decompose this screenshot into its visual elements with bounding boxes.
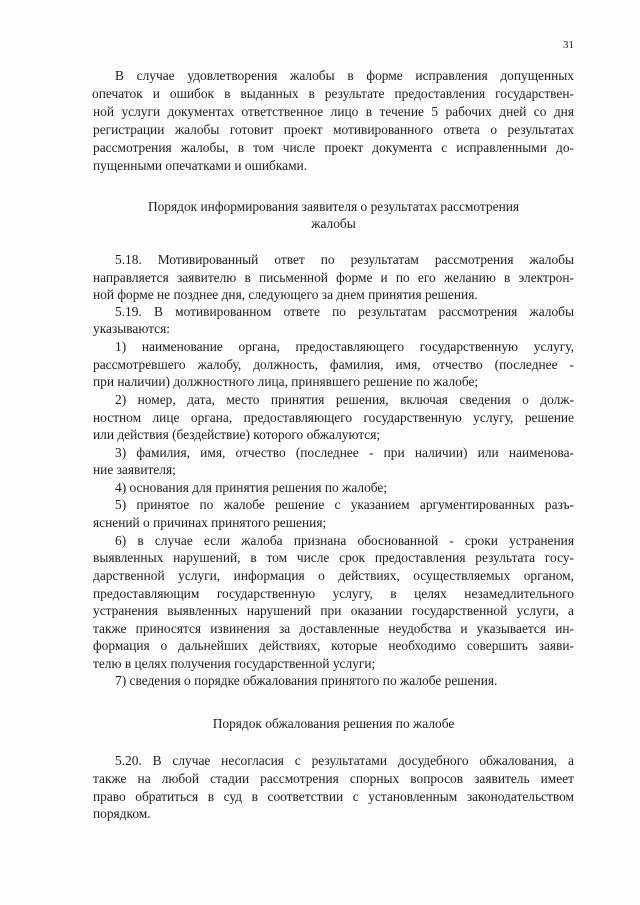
para-1-line-6: пущенными опечатками и ошибками.: [93, 158, 308, 173]
list-item-6-line-7: формация о дальнейших действиях, которые необходимо совершить заяви-: [93, 638, 574, 653]
para-5-19-line-2: указываются:: [93, 321, 170, 336]
list-item-1-line-2: рассмотревшего жалобу, должность, фамилия, имя, отчество (последнее -: [93, 357, 574, 372]
list-item-2-line-1: 2) номер, дата, место принятия решения, включая сведения о долж-: [115, 392, 574, 407]
list-item-6-line-2: выявленных нарушений, в том числе срок предоставления результата госу-: [93, 550, 574, 565]
section-heading-informing-line-2: жалобы: [311, 216, 356, 231]
list-item-2-line-3: или действия (бездействие) которого обжалуются;: [93, 427, 381, 442]
list-item-7: 7) сведения о порядке обжалования принятого по жалобе решения.: [115, 673, 498, 688]
para-5-20-line-4: порядком.: [93, 806, 151, 821]
list-item-6-line-1: 6) в случае если жалоба признана обоснованной - сроки устранения: [115, 533, 574, 548]
list-item-5-line-2: яснений о причинах принятого решения;: [93, 515, 327, 530]
para-5-20-line-2: также на любой стадии рассмотрения спорных вопросов заявитель имеет: [93, 771, 574, 786]
para-5-18-line-3: ной форме не позднее дня, следующего за днем принятия решения.: [93, 287, 478, 302]
list-item-3-line-2: ние заявителя;: [93, 462, 176, 477]
para-5-18-line-2: направляется заявителю в письменной форме и по его желанию в электрон-: [93, 270, 574, 285]
list-item-1-line-3: при наличии) должностного лица, принявшего решение по жалобе;: [93, 374, 479, 389]
list-item-6-line-4: предоставляющим государственную услугу, в целях незамедлительного: [93, 586, 574, 601]
list-item-6-line-5: устранения выявленных нарушений при оказании государственной услуги, а: [93, 603, 574, 618]
para-1-line-1: В случае удовлетворения жалобы в форме исправления допущенных: [115, 68, 574, 83]
list-item-4: 4) основания для принятия решения по жалобе;: [115, 480, 388, 495]
list-item-6-line-8: телю в целях получения государственной услуги;: [93, 656, 376, 671]
list-item-5-line-1: 5) принятое по жалобе решение с указанием аргументированных разъ-: [115, 497, 574, 512]
para-5-20-line-3: право обратиться в суд в соответствии с установленным законодательством: [93, 789, 574, 804]
para-5-18-line-1: 5.18. Мотивированный ответ по результатам рассмотрения жалобы: [115, 252, 574, 267]
para-1-line-3: ной услуги документах ответственное лицо в течение 5 рабочих дней со дня: [93, 104, 574, 119]
list-item-2-line-2: ностном лице органа, предоставляющего государственную услугу, решение: [93, 410, 574, 425]
para-5-20-line-1: 5.20. В случае несогласия с результатами досудебного обжалования, а: [115, 753, 574, 768]
para-5-19-line-1: 5.19. В мотивированном ответе по результатам рассмотрения жалобы: [115, 304, 574, 319]
para-1-line-2: опечаток и ошибок в выданных в результате предоставления государствен-: [92, 86, 574, 101]
list-item-3-line-1: 3) фамилия, имя, отчество (последнее - при наличии) или наименова-: [115, 445, 574, 460]
list-item-6-line-3: дарственной услуги, информация о действиях, осуществляемых органом,: [93, 568, 574, 583]
section-heading-appeal: Порядок обжалования решения по жалобе: [212, 716, 455, 731]
list-item-1-line-1: 1) наименование органа, предоставляющего государственную услугу,: [115, 339, 574, 354]
section-heading-informing: Порядок информирования заявителя о результатах рассмотрения: [147, 199, 520, 214]
para-1-line-5: рассмотрения жалобы, в том числе проект документа с исправленными до-: [93, 140, 574, 155]
list-item-6-line-6: также приносятся извинения за доставленные неудобства и указывается ин-: [93, 621, 574, 636]
page-number: 31: [563, 39, 574, 51]
para-1-line-4: регистрации жалобы готовит проект мотивированного ответа о результатах: [93, 122, 574, 137]
